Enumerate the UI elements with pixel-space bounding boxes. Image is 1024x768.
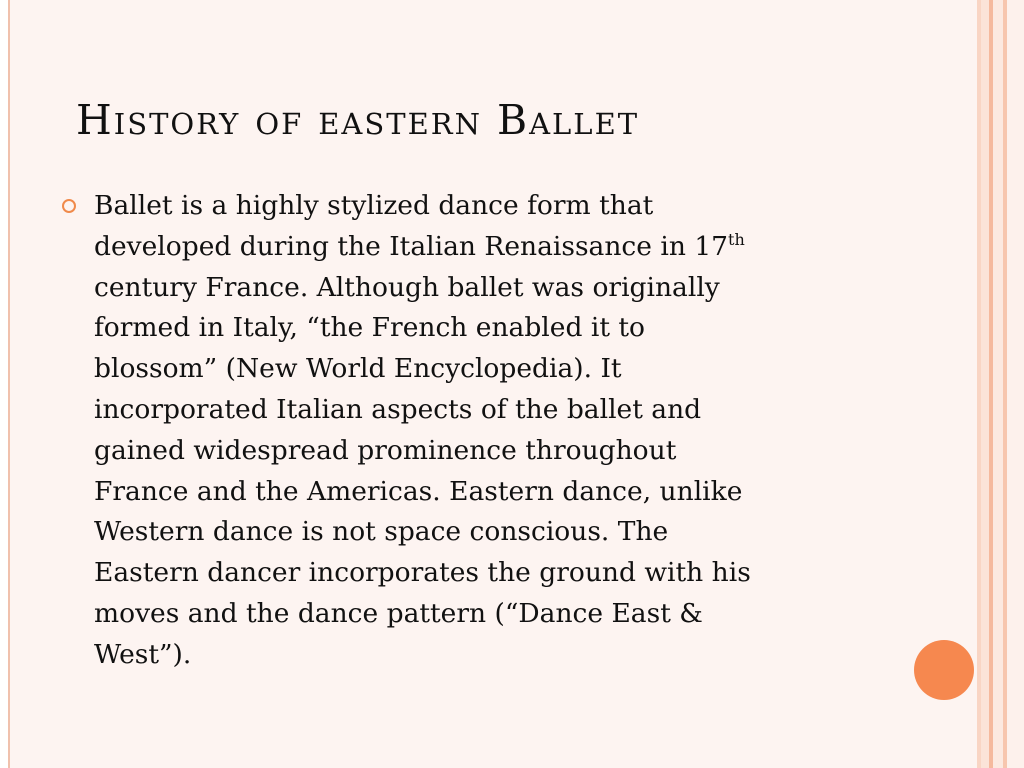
slide-content [62,186,922,676]
bullet-item [62,186,922,676]
bullet-ring-icon [62,199,76,213]
text-line-content: developed during the Italian Renaissance in 17 [94,230,729,262]
slide-title: History of eastern Ballet [76,96,640,144]
text-line: blossom” (New World Encyclopedia). It [94,353,622,385]
text-line: century France. Although ballet was originally [94,271,720,303]
text-line: West”). [94,638,192,670]
decorative-stripe [981,0,989,768]
text-line: gained widespread prominence throughout [94,434,677,466]
accent-circle [914,640,974,700]
text-line: Ballet is a highly stylized dance form that [94,190,654,221]
text-line: Western dance is not space conscious. The [94,516,669,548]
bullet-text [94,186,922,676]
text-line [94,227,922,268]
text-line: incorporated Italian aspects of the ballet and [94,393,702,425]
text-line: formed in Italy, “the French enabled it to [94,312,646,344]
text-line: moves and the dance pattern (“Dance East & [94,597,703,629]
decorative-stripe [993,0,1003,768]
superscript-ordinal: th [728,229,745,249]
text-line: France and the Americas. Eastern dance, unlike [94,475,743,507]
text-line: Eastern dancer incorporates the ground with his [94,557,751,589]
decorative-stripe [1007,0,1024,768]
